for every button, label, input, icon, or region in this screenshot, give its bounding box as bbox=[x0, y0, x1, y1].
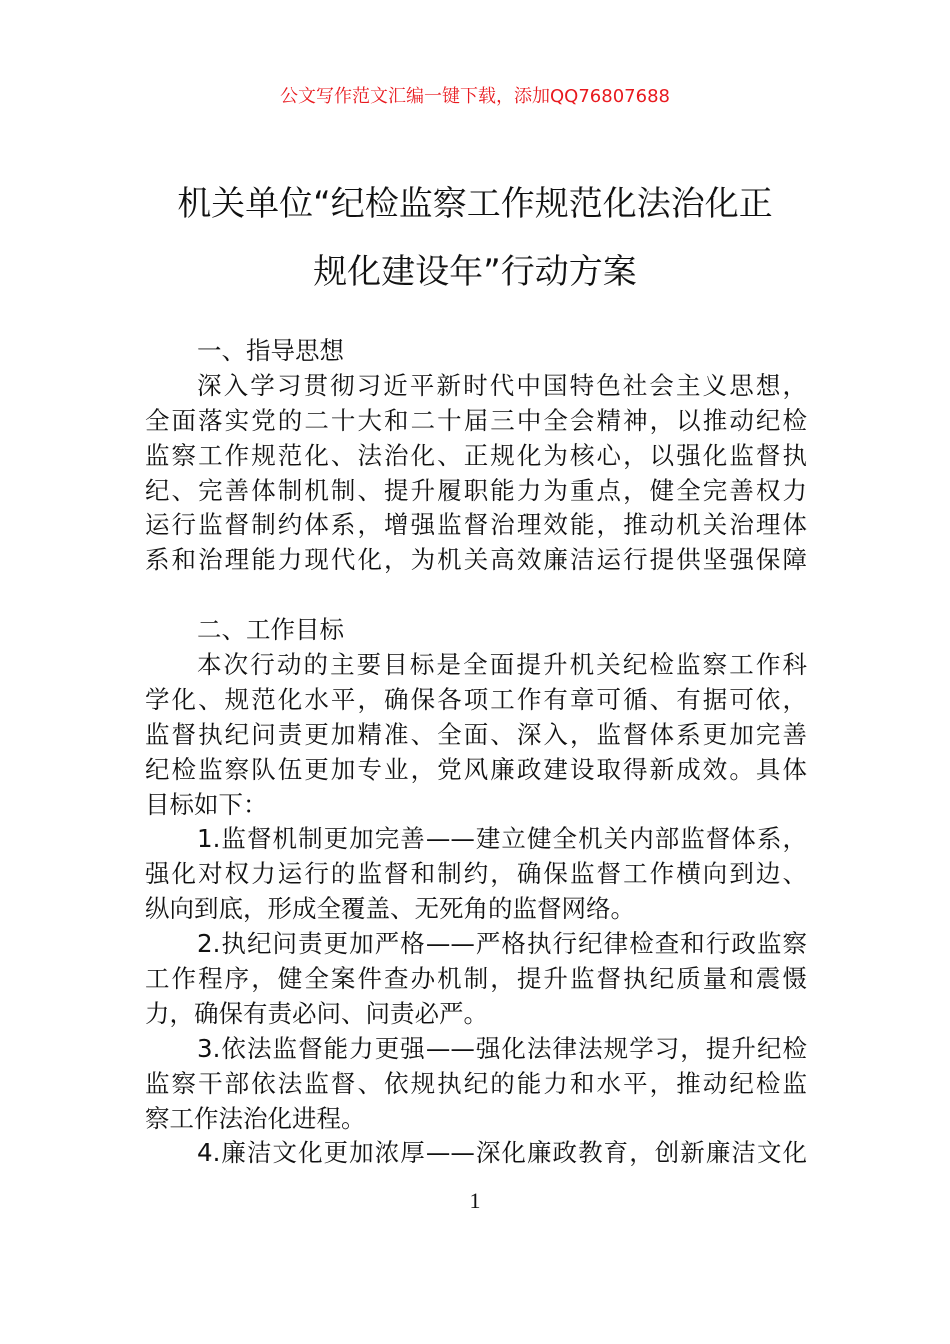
goal-item-1: 1.监督机制更加完善——建立健全机关内部监督体系， bbox=[197, 824, 807, 854]
paragraph-line: 强化对权力运行的监督和制约，确保监督工作横向到边、 bbox=[145, 859, 807, 889]
paragraph-line: 目标如下： bbox=[145, 789, 268, 819]
download-banner: 公文写作范文汇编一键下载，添加QQ76807688 bbox=[280, 86, 670, 107]
paragraph-gap bbox=[145, 578, 807, 613]
section-heading: 一、指导思想 bbox=[197, 336, 344, 365]
paragraph-line: 全面落实党的二十大和二十届三中全会精神，以推动纪检 bbox=[145, 405, 807, 435]
paragraph-line: 监督执纪问责更加精准、全面、深入，监督体系更加完善 bbox=[145, 719, 807, 749]
goal-item-2: 2.执纪问责更加严格——严格执行纪律检查和行政监察 bbox=[197, 929, 807, 959]
paragraph-line: 察工作法治化进程。 bbox=[145, 1103, 366, 1133]
paragraph-line: 纪、完善体制机制、提升履职能力为重点，健全完善权力 bbox=[145, 475, 807, 505]
paragraph-line: 学化、规范化水平，确保各项工作有章可循、有据可依， bbox=[145, 684, 807, 714]
document-body bbox=[145, 334, 807, 1171]
document-title bbox=[120, 170, 830, 306]
paragraph-line: 工作程序，健全案件查办机制，提升监督执纪质量和震慑 bbox=[145, 964, 807, 994]
paragraph-line: 深入学习贯彻习近平新时代中国特色社会主义思想， bbox=[197, 370, 807, 400]
paragraph-line: 系和治理能力现代化，为机关高效廉洁运行提供坚强保障 bbox=[145, 545, 807, 575]
paragraph-line: 本次行动的主要目标是全面提升机关纪检监察工作科 bbox=[197, 650, 807, 680]
paragraph-line: 运行监督制约体系，增强监督治理效能，推动机关治理体 bbox=[145, 510, 807, 540]
paragraph-line: 纪检监察队伍更加专业，党风廉政建设取得新成效。具体 bbox=[145, 754, 807, 784]
paragraph-line: 纵向到底，形成全覆盖、无死角的监督网络。 bbox=[145, 894, 635, 924]
title-line-2: 规化建设年”行动方案 bbox=[313, 252, 637, 292]
goal-item-4: 4.廉洁文化更加浓厚——深化廉政教育，创新廉洁文化 bbox=[197, 1138, 807, 1168]
paragraph-line: 力，确保有责必问、问责必严。 bbox=[145, 998, 488, 1028]
title-line-1: 机关单位“纪检监察工作规范化法治化正 bbox=[177, 184, 773, 224]
page-number: 1 bbox=[469, 1188, 481, 1213]
goal-item-3: 3.依法监督能力更强——强化法律法规学习，提升纪检 bbox=[197, 1033, 807, 1063]
paragraph-line: 监察干部依法监督、依规执纪的能力和水平，推动纪检监 bbox=[145, 1068, 807, 1098]
section-heading: 二、工作目标 bbox=[197, 615, 344, 645]
paragraph-line: 监察工作规范化、法治化、正规化为核心，以强化监督执 bbox=[145, 440, 807, 470]
